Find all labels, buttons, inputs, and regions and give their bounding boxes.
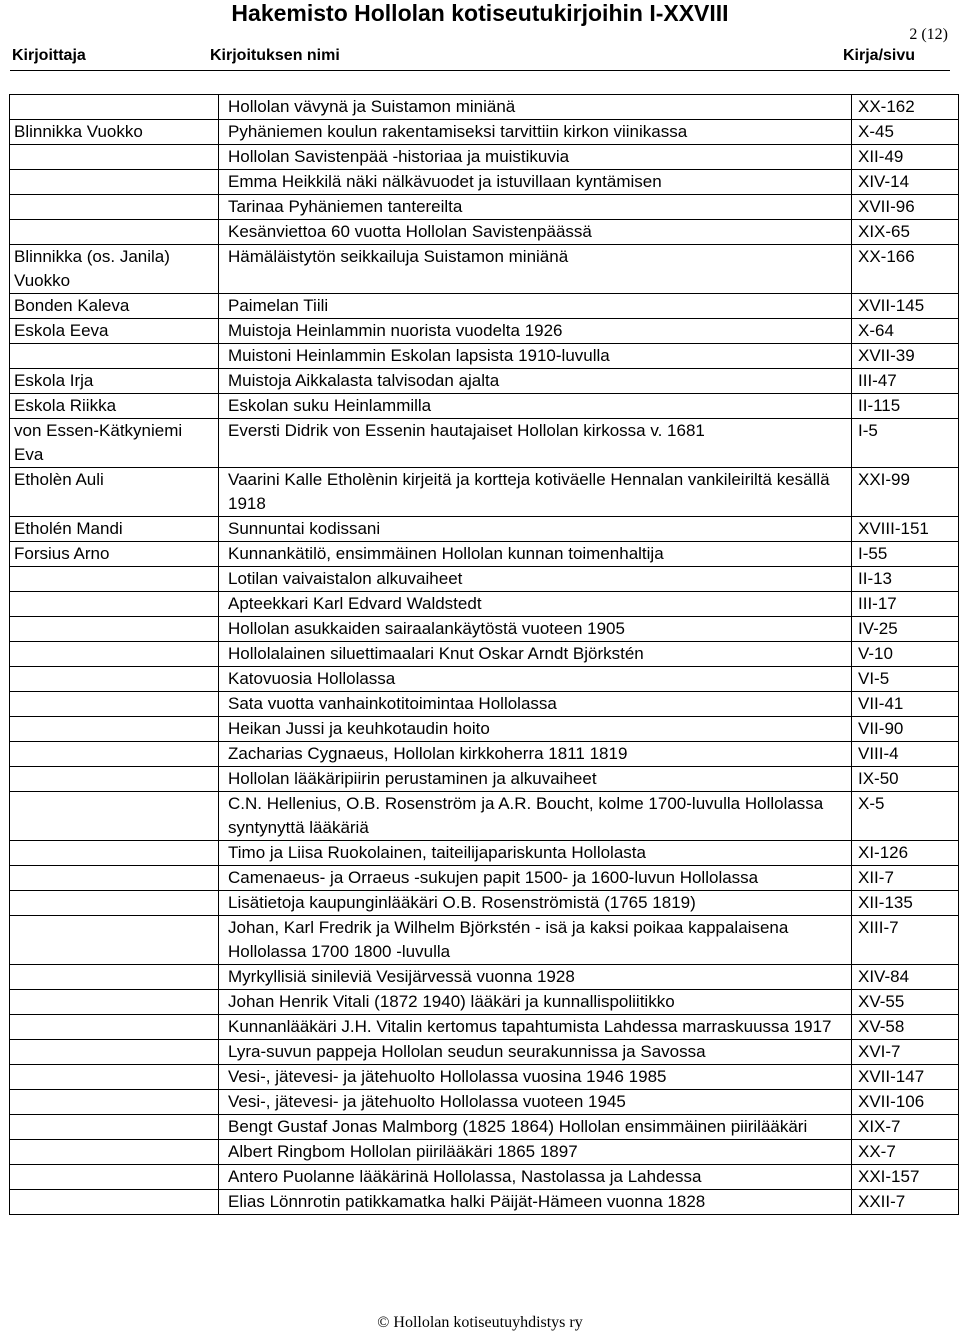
title-cell: Paimelan Tiili — [219, 294, 852, 319]
table-row — [10, 592, 959, 617]
author-cell — [10, 1165, 219, 1190]
table-row — [10, 866, 959, 891]
table-row — [10, 394, 959, 419]
title-cell: Tarinaa Pyhäniemen tantereilta — [219, 195, 852, 220]
author-cell — [10, 170, 219, 195]
title-cell: Lyra-suvun pappeja Hollolan seudun seurakunnissa ja Savossa — [219, 1040, 852, 1065]
reference-cell: XX-162 — [852, 95, 959, 120]
reference-cell: II-13 — [852, 567, 959, 592]
title-cell: Bengt Gustaf Jonas Malmborg (1825 1864) Hollolan ensimmäinen piirilääkäri — [219, 1115, 852, 1140]
author-cell — [10, 642, 219, 667]
title-cell: Apteekkari Karl Edvard Waldstedt — [219, 592, 852, 617]
table-row — [10, 220, 959, 245]
title-cell: Vesi-, jätevesi- ja jätehuolto Hollolassa vuosina 1946 1985 — [219, 1065, 852, 1090]
table-row — [10, 145, 959, 170]
reference-cell: XIV-14 — [852, 170, 959, 195]
table-row — [10, 617, 959, 642]
title-cell: Lisätietoja kaupunginlääkäri O.B. Rosenströmistä (1765 1819) — [219, 891, 852, 916]
title-cell: Kunnanlääkäri J.H. Vitalin kertomus tapahtumista Lahdessa marraskuussa 1917 — [219, 1015, 852, 1040]
reference-cell: XV-58 — [852, 1015, 959, 1040]
reference-cell: I-5 — [852, 419, 959, 468]
reference-cell: IX-50 — [852, 767, 959, 792]
table-row — [10, 1115, 959, 1140]
title-cell: Hollolan asukkaiden sairaalankäytöstä vuoteen 1905 — [219, 617, 852, 642]
table-row — [10, 1190, 959, 1215]
author-cell: Etholén Mandi — [10, 517, 219, 542]
table-row — [10, 1090, 959, 1115]
title-cell: Vesi-, jätevesi- ja jätehuolto Hollolassa vuoteen 1945 — [219, 1090, 852, 1115]
table-row — [10, 468, 959, 517]
reference-cell: XXI-157 — [852, 1165, 959, 1190]
table-row — [10, 369, 959, 394]
author-cell — [10, 145, 219, 170]
reference-cell: XX-166 — [852, 245, 959, 294]
title-cell: Antero Puolanne lääkärinä Hollolassa, Nastolassa ja Lahdessa — [219, 1165, 852, 1190]
table-row — [10, 990, 959, 1015]
title-cell: Timo ja Liisa Ruokolainen, taiteilijapariskunta Hollolasta — [219, 841, 852, 866]
title-cell: Hollolan Savistenpää -historiaa ja muistikuvia — [219, 145, 852, 170]
title-cell: Johan Henrik Vitali (1872 1940) lääkäri ja kunnallispoliitikko — [219, 990, 852, 1015]
column-header-title: Kirjoituksen nimi — [210, 47, 340, 64]
author-cell: Eskola Irja — [10, 369, 219, 394]
title-cell: Vaarini Kalle Etholènin kirjeitä ja kortteja kotiväelle Hennalan vankileiriltä kesällä 1918 — [219, 468, 852, 517]
table-row — [10, 567, 959, 592]
title-cell: Lotilan vaivaistalon alkuvaiheet — [219, 567, 852, 592]
author-cell — [10, 592, 219, 617]
reference-cell: XVII-39 — [852, 344, 959, 369]
reference-cell: XII-49 — [852, 145, 959, 170]
author-cell — [10, 692, 219, 717]
title-cell: Hollolan lääkäripiirin perustaminen ja alkuvaiheet — [219, 767, 852, 792]
table-row — [10, 767, 959, 792]
reference-cell: XIX-65 — [852, 220, 959, 245]
table-row — [10, 344, 959, 369]
table-row — [10, 170, 959, 195]
column-header-reference: Kirja/sivu — [843, 47, 916, 64]
reference-cell: XVII-147 — [852, 1065, 959, 1090]
reference-cell: XVII-96 — [852, 195, 959, 220]
reference-cell: X-45 — [852, 120, 959, 145]
reference-cell: X-64 — [852, 319, 959, 344]
reference-cell: I-55 — [852, 542, 959, 567]
reference-cell: III-17 — [852, 592, 959, 617]
table-row — [10, 667, 959, 692]
title-cell: Hämäläistytön seikkailuja Suistamon miniänä — [219, 245, 852, 294]
reference-cell: XXII-7 — [852, 1190, 959, 1215]
title-cell: Kesänviettoa 60 vuotta Hollolan Savistenpäässä — [219, 220, 852, 245]
author-cell — [10, 891, 219, 916]
author-cell — [10, 344, 219, 369]
reference-cell: XXI-99 — [852, 468, 959, 517]
author-cell: Etholèn Auli — [10, 468, 219, 517]
header-rule — [10, 70, 950, 71]
table-row — [10, 1140, 959, 1165]
title-cell: Johan, Karl Fredrik ja Wilhelm Björkstén - isä ja kaksi poikaa kappalaisena Hollolassa 1700 1800 -luvulla — [219, 916, 852, 965]
author-cell: von Essen-Kätkyniemi Eva — [10, 419, 219, 468]
reference-cell: XVIII-151 — [852, 517, 959, 542]
title-cell: Myrkyllisiä sinileviä Vesijärvessä vuonna 1928 — [219, 965, 852, 990]
reference-cell: XII-135 — [852, 891, 959, 916]
table-row — [10, 517, 959, 542]
title-cell: Hollolan vävynä ja Suistamon miniänä — [219, 95, 852, 120]
document-title: Hakemisto Hollolan kotiseutukirjoihin I-XXVIII — [231, 0, 729, 26]
title-cell: Katovuosia Hollolassa — [219, 667, 852, 692]
title-cell: Kunnankätilö, ensimmäinen Hollolan kunnan toimenhaltija — [219, 542, 852, 567]
table-row — [10, 245, 959, 294]
reference-cell: IV-25 — [852, 617, 959, 642]
reference-cell: V-10 — [852, 642, 959, 667]
author-cell — [10, 567, 219, 592]
table-row — [10, 891, 959, 916]
author-cell — [10, 767, 219, 792]
table-row — [10, 642, 959, 667]
author-cell: Eskola Eeva — [14, 321, 109, 340]
author-cell — [10, 990, 219, 1015]
table-row — [10, 294, 959, 319]
title-cell: Muistoni Heinlammin Eskolan lapsista 1910-luvulla — [219, 344, 852, 369]
table-row — [10, 742, 959, 767]
author-cell — [10, 841, 219, 866]
reference-cell: III-47 — [852, 369, 959, 394]
table-row — [10, 1165, 959, 1190]
reference-cell: XVII-106 — [852, 1090, 959, 1115]
title-cell: Muistoja Aikkalasta talvisodan ajalta — [219, 369, 852, 394]
author-cell — [10, 617, 219, 642]
author-cell — [10, 1190, 219, 1215]
reference-cell: VI-5 — [852, 667, 959, 692]
reference-cell: XX-7 — [852, 1140, 959, 1165]
reference-cell: XVI-7 — [852, 1040, 959, 1065]
table-row — [10, 95, 959, 120]
title-cell: C.N. Hellenius, O.B. Rosenström ja A.R. Boucht, kolme 1700-luvulla Hollolassa syntynyttä lääkäriä — [219, 792, 852, 841]
table-row — [10, 1015, 959, 1040]
reference-cell: XIX-7 — [852, 1115, 959, 1140]
reference-cell: VII-90 — [852, 717, 959, 742]
table-row — [10, 419, 959, 468]
table-row — [10, 542, 959, 567]
table-row — [10, 120, 959, 145]
author-cell — [10, 717, 219, 742]
author-cell — [10, 965, 219, 990]
title-cell: Muistoja Heinlammin nuorista vuodelta 1926 — [219, 319, 852, 344]
author-cell: Eskola Riikka — [10, 394, 219, 419]
table-row — [10, 792, 959, 841]
table-row — [10, 1040, 959, 1065]
reference-cell: XI-126 — [852, 841, 959, 866]
author-cell: Forsius Arno — [14, 544, 110, 563]
table-row — [10, 319, 959, 344]
reference-cell: XIV-84 — [852, 965, 959, 990]
author-cell — [10, 916, 219, 965]
author-cell — [10, 1065, 219, 1090]
author-cell: Blinnikka Vuokko — [14, 122, 143, 141]
reference-cell: VIII-4 — [852, 742, 959, 767]
title-cell: Pyhäniemen koulun rakentamiseksi tarvittiin kirkon viinikassa — [219, 120, 852, 145]
author-cell — [10, 742, 219, 767]
title-cell: Sunnuntai kodissani — [219, 517, 852, 542]
author-cell — [10, 195, 219, 220]
title-cell: Camenaeus- ja Orraeus -sukujen papit 1500- ja 1600-luvun Hollolassa — [219, 866, 852, 891]
title-cell: Heikan Jussi ja keuhkotaudin hoito — [219, 717, 852, 742]
title-cell: Eskolan suku Heinlammilla — [219, 394, 852, 419]
footer-copyright: © Hollolan kotiseutuyhdistys ry — [377, 1314, 583, 1331]
table-row — [10, 916, 959, 965]
table-row — [10, 841, 959, 866]
author-cell — [10, 792, 219, 841]
reference-cell: XIII-7 — [852, 916, 959, 965]
reference-cell: XVII-145 — [852, 294, 959, 319]
reference-cell: XII-7 — [852, 866, 959, 891]
reference-cell: X-5 — [852, 792, 959, 841]
table-row — [10, 692, 959, 717]
author-cell — [10, 1140, 219, 1165]
table-row — [10, 195, 959, 220]
reference-cell: XV-55 — [852, 990, 959, 1015]
title-cell: Albert Ringbom Hollolan piirilääkäri 1865 1897 — [219, 1140, 852, 1165]
author-cell — [10, 1015, 219, 1040]
index-table — [9, 94, 959, 1215]
author-cell — [10, 667, 219, 692]
title-cell: Emma Heikkilä näki nälkävuodet ja istuvillaan kyntämisen — [219, 170, 852, 195]
author-cell — [10, 95, 219, 120]
page-number: 2 (12) — [909, 26, 948, 43]
table-row — [10, 717, 959, 742]
author-cell: Blinnikka (os. Janila) Vuokko — [10, 245, 219, 294]
title-cell: Elias Lönnrotin patikkamatka halki Päijät-Hämeen vuonna 1828 — [219, 1190, 852, 1215]
author-cell — [10, 1040, 219, 1065]
table-row — [10, 965, 959, 990]
table-row — [10, 1065, 959, 1090]
author-cell: Bonden Kaleva — [10, 294, 219, 319]
author-cell — [10, 1115, 219, 1140]
reference-cell: VII-41 — [852, 692, 959, 717]
title-cell: Zacharias Cygnaeus, Hollolan kirkkoherra 1811 1819 — [219, 742, 852, 767]
title-cell: Hollolalainen siluettimaalari Knut Oskar Arndt Björkstén — [219, 642, 852, 667]
reference-cell: II-115 — [852, 394, 959, 419]
title-cell: Eversti Didrik von Essenin hautajaiset Hollolan kirkossa v. 1681 — [219, 419, 852, 468]
author-cell — [10, 220, 219, 245]
title-cell: Sata vuotta vanhainkotitoimintaa Hollolassa — [219, 692, 852, 717]
column-header-author: Kirjoittaja — [12, 47, 86, 64]
author-cell — [10, 1090, 219, 1115]
author-cell — [10, 866, 219, 891]
